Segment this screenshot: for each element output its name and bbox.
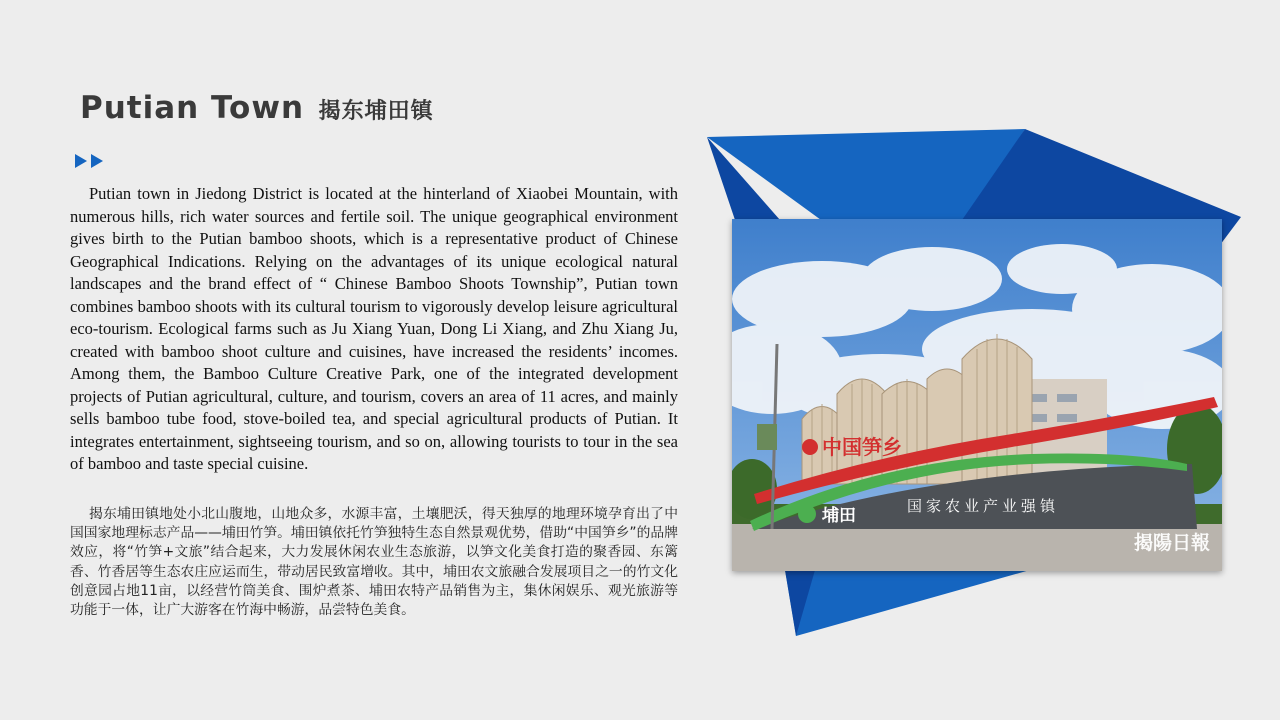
- chinese-paragraph: 揭东埔田镇地处小北山腹地，山地众多，水源丰富，土壤肥沃，得天独厚的地理环境孕育出了中国国家地理标志产品——埔田竹笋。埔田镇依托竹笋独特生态自然景观优势，借助“中国笋乡”的品牌效应，将“竹笋+文旅”结合起来，大力发展休闲农业生态旅游，以笋文化美食打造的聚香园、东篱香、竹香居等生态农庄应运而生，带动居民致富增收。其中，埔田农文旅融合发展项目之一的竹文化创意园占地11亩，以经营竹筒美食、围炉煮茶、埔田农特产品销售为主，集休闲娱乐、观光旅游等功能于一体，让广大游客在竹海中畅游，品尝特色美食。: [70, 506, 678, 619]
- title-chinese: 揭东埔田镇: [318, 99, 434, 124]
- bamboo-town-photo: [732, 219, 1222, 571]
- title-english: Putian Town: [80, 90, 305, 126]
- double-arrow-icon: [75, 154, 103, 168]
- sign-text: 中国笋乡: [822, 435, 902, 459]
- watermark: 揭陽日報: [1134, 532, 1211, 554]
- arrow-right-icon: [75, 154, 87, 168]
- town-logo-icon: [798, 505, 816, 523]
- english-paragraph: Putian town in Jiedong District is located at the hinterland of Xiaobei Mountain, with numerous hills, rich water sources and fertile soil. The unique geographical environment gives birth to the Putian bamboo shoots, which is a representative product of Chinese Geographical Indications. Relying on the advantages of its unique ecological natural landscapes and the brand effect of “ Chinese Bamboo Shoots Township”, Putian town combines bamboo shoots with its cultural tourism to vigorously develop leisure agricultural eco-tourism. Ecological farms such as Ju Xiang Yuan, Dong Li Xiang, and Zhu Xiang Ju, created with bamboo shoot culture and cuisines, have increased the residents’ incomes. Among them, the Bamboo Culture Creative Park, one of the integrated development projects of Putian agricultural, culture, and tourism, covers an area of 11 acres, and mainly sells bamboo tube food, stove-boiled tea, and special agricultural products of Putian. It integrates entertainment, sightseeing tourism, and so on, allowing tourists to tour in the sea of bamboo and taste special cuisine.: [70, 184, 678, 473]
- town-text: 埔田: [822, 506, 856, 526]
- arrow-right-icon: [91, 154, 103, 168]
- page-title: [80, 90, 434, 126]
- street-lamp-sign: [757, 424, 777, 450]
- wall-text: 国家农业产业强镇: [907, 497, 1060, 515]
